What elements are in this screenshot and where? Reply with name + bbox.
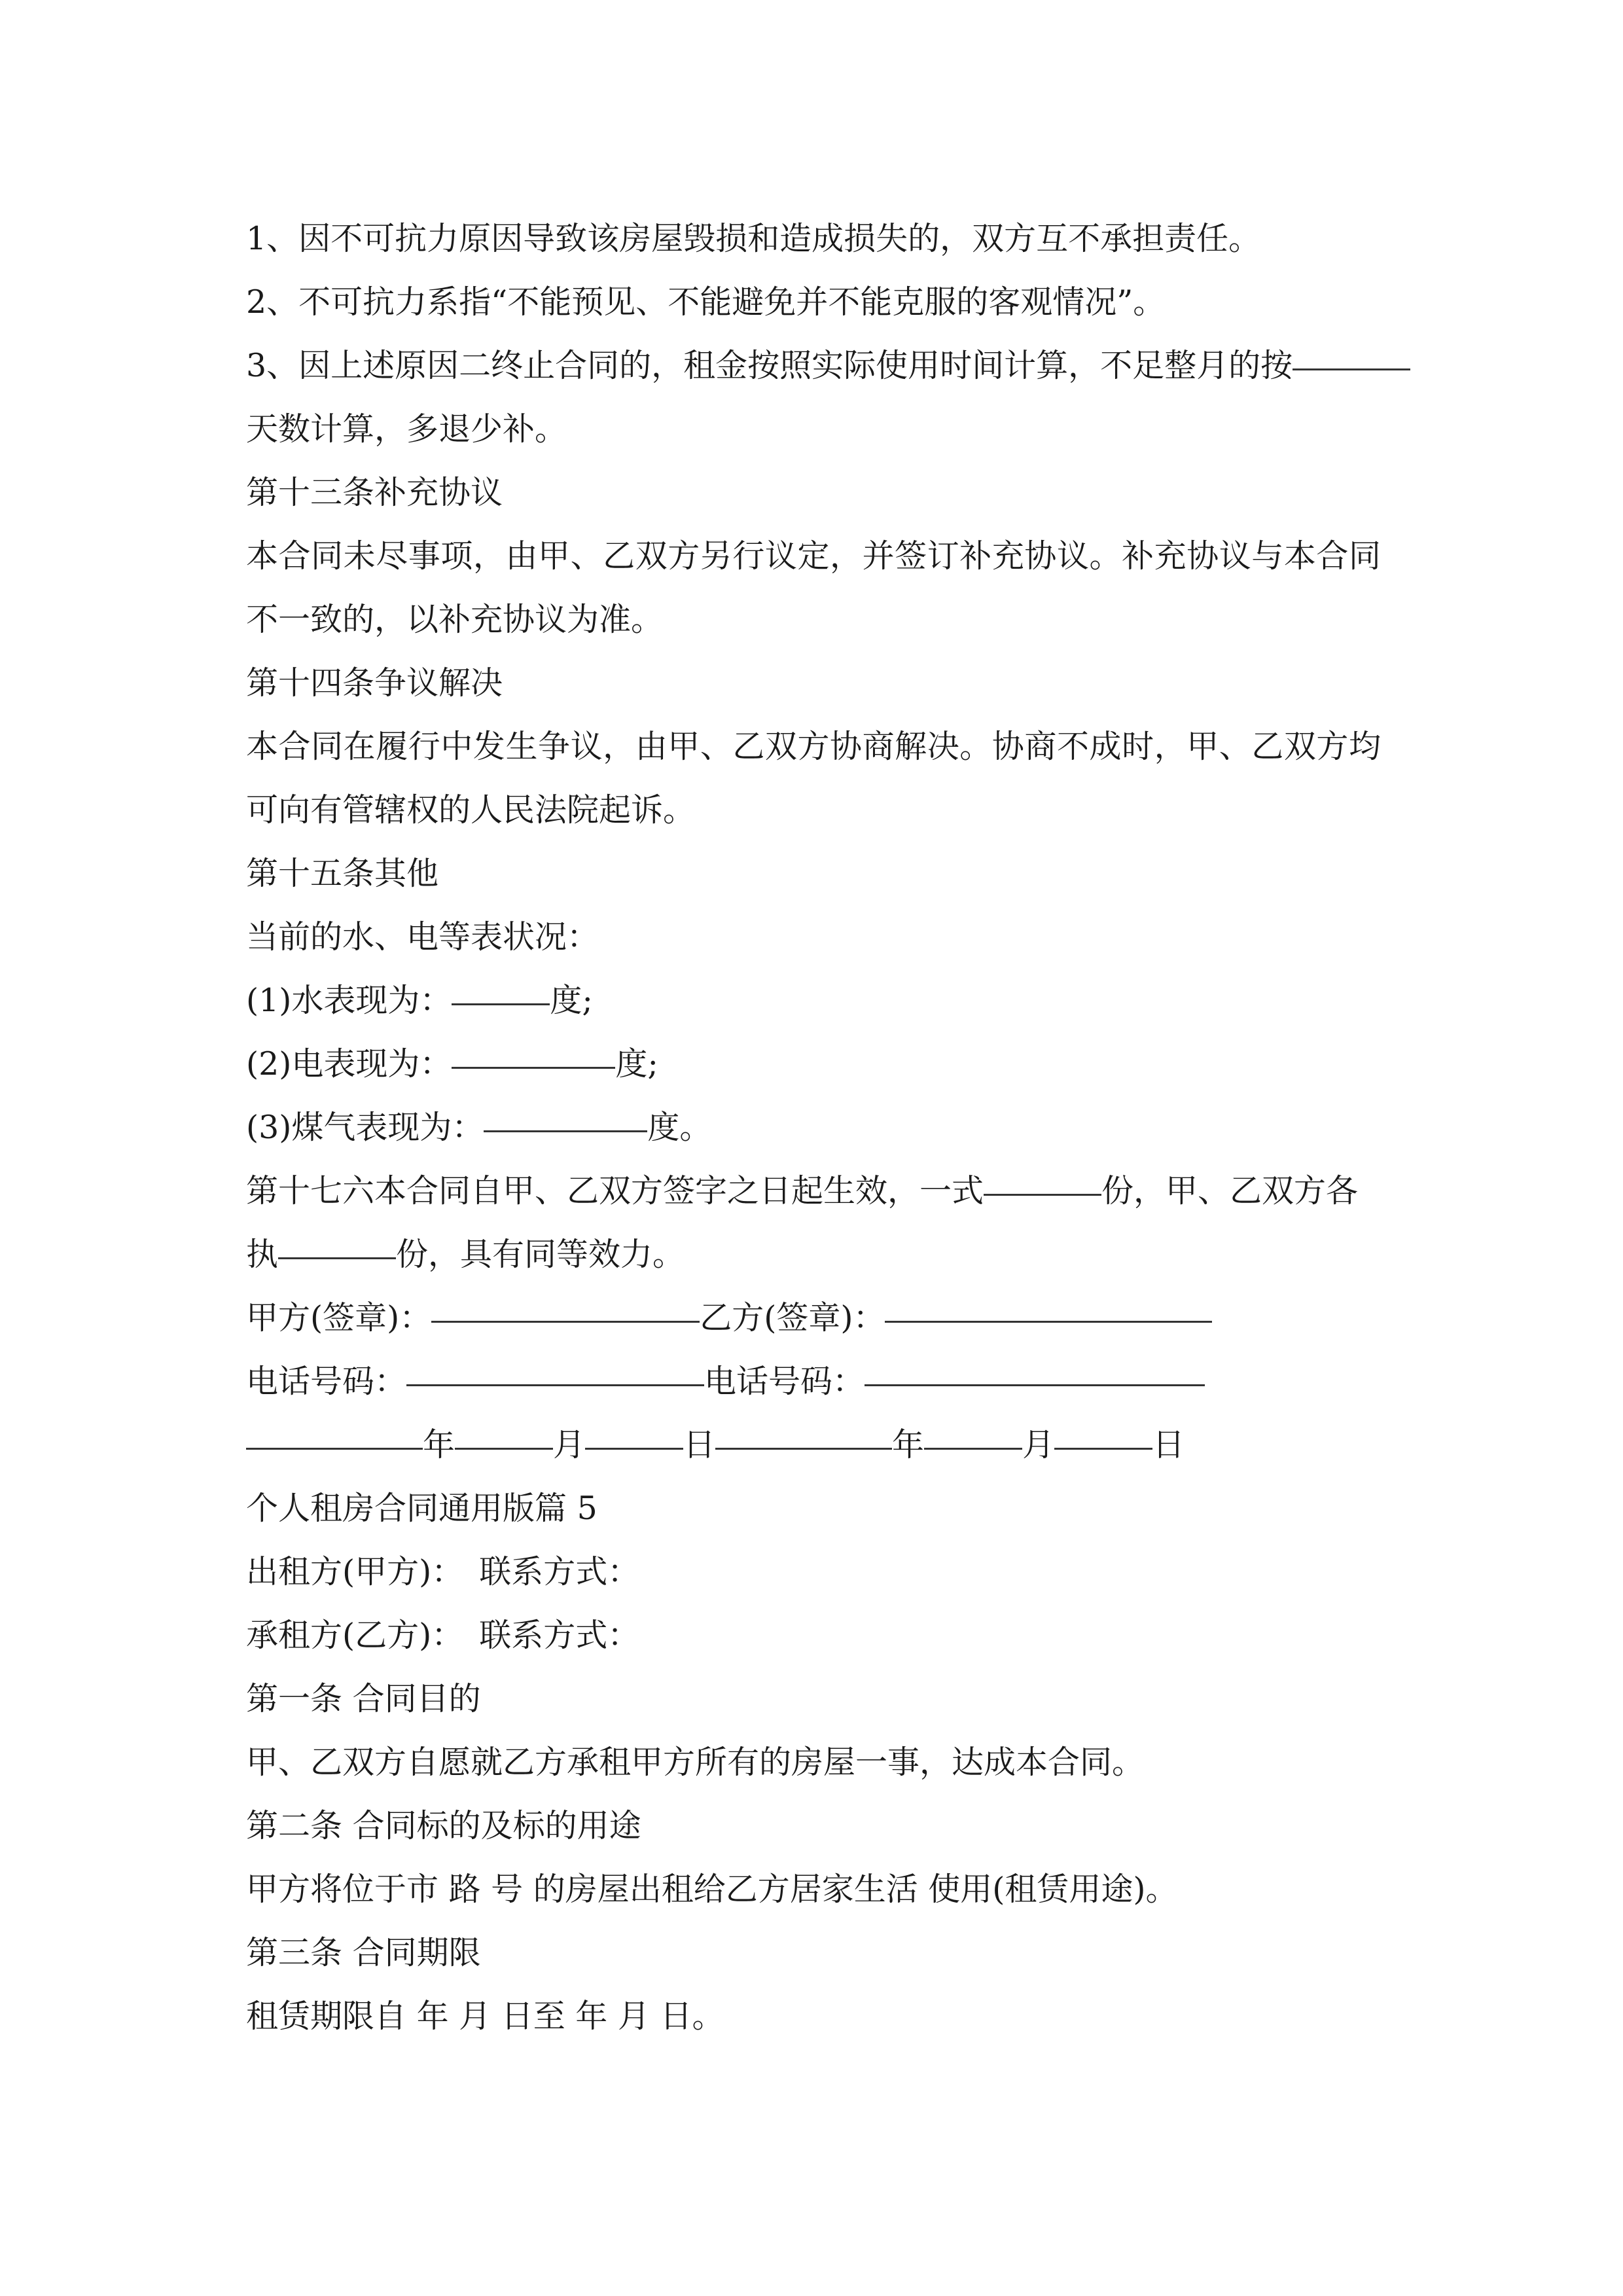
effect-line-2 <box>246 1223 1381 1286</box>
lessee-contact-label: 联系方式： <box>479 1617 640 1654</box>
article-14-title: 第十四条争议解决 <box>246 664 503 702</box>
copies-blank <box>984 1193 1101 1196</box>
article-14-paragraph: 本合同在履行中发生争议，由甲、乙双方协商解决。协商不成时，甲、乙双方均 <box>246 728 1381 765</box>
electric-meter-label: (2)电表现为： <box>246 1045 452 1083</box>
party-b-sign-label: 乙方(签章)： <box>700 1299 885 1336</box>
force-majeure-item-2: 2、不可抗力系指“不能预见、不能避免并不能克服的客观情况”。 <box>246 283 1166 321</box>
water-meter-line <box>246 969 1381 1032</box>
phone-a-blank <box>406 1384 704 1386</box>
day-b-label: 日 <box>1152 1426 1185 1463</box>
each-copies-blank <box>278 1257 396 1259</box>
article-3-title: 第三条 合同期限 <box>246 1934 481 1971</box>
phone-a-label: 电话号码： <box>246 1363 407 1400</box>
date-line <box>246 1413 1381 1477</box>
water-meter-label: (1)水表现为： <box>246 982 452 1019</box>
article-13-title: 第十三条补充协议 <box>246 474 503 511</box>
effect-text-a: 第十七六本合同自甲、乙双方签字之日起生效，一式 <box>246 1172 984 1210</box>
meters-intro: 当前的水、电等表状况： <box>246 918 599 956</box>
article-3-body: 租赁期限自 年 月 日至 年 月 日。 <box>246 1998 724 2035</box>
gas-meter-blank <box>484 1130 647 1132</box>
force-majeure-item-1: 1、因不可抗力原因导致该房屋毁损和造成损失的，双方互不承担责任。 <box>246 220 1261 257</box>
item3-text: 3、因上述原因二终止合同的，租金按照实际使用时间计算，不足整月的按 <box>246 347 1293 384</box>
effect-text-d: 份，具有同等效力。 <box>396 1236 685 1273</box>
year-a-blank <box>246 1447 423 1450</box>
day-a-blank <box>585 1447 683 1450</box>
year-a-label: 年 <box>423 1426 455 1463</box>
electric-meter-unit: 度; <box>615 1045 658 1083</box>
article-1-title: 第一条 合同目的 <box>246 1680 481 1717</box>
contract-5-heading: 个人租房合同通用版篇 5 <box>246 1490 597 1527</box>
gas-meter-unit: 度。 <box>647 1109 712 1146</box>
phone-b-label: 电话号码： <box>704 1363 865 1400</box>
effect-text-c: 执 <box>246 1236 279 1273</box>
lessor-line <box>246 1540 1381 1604</box>
effect-text-b: 份，甲、乙双方各 <box>1101 1172 1359 1210</box>
day-a-label: 日 <box>683 1426 716 1463</box>
force-majeure-item-3 <box>246 334 1381 397</box>
year-b-blank <box>715 1447 892 1450</box>
party-a-sign-label: 甲方(签章)： <box>246 1299 432 1336</box>
gas-meter-label: (3)煤气表现为： <box>246 1109 484 1146</box>
article-2-title: 第二条 合同标的及标的用途 <box>246 1807 641 1844</box>
phone-b-blank <box>865 1384 1205 1386</box>
month-b-blank <box>924 1447 1022 1450</box>
year-b-label: 年 <box>892 1426 925 1463</box>
phone-line <box>246 1350 1381 1413</box>
article-2-body: 甲方将位于市 路 号 的房屋出租给乙方居家生活 使用(租赁用途)。 <box>246 1871 1178 1908</box>
water-meter-unit: 度; <box>550 982 593 1019</box>
month-a-label: 月 <box>553 1426 586 1463</box>
month-a-blank <box>455 1447 553 1450</box>
lessee-line <box>246 1604 1381 1667</box>
electric-meter-blank <box>452 1066 615 1069</box>
lessor-label: 出租方(甲方)： <box>246 1553 464 1590</box>
gas-meter-line <box>246 1096 1381 1159</box>
lessor-contact-label: 联系方式： <box>479 1553 640 1590</box>
contract-text <box>246 207 1381 2048</box>
party-b-sign-blank <box>885 1320 1212 1323</box>
force-majeure-item-3-cont: 天数计算，多退少补。 <box>246 410 567 448</box>
blank-field <box>1293 368 1410 370</box>
day-b-blank <box>1054 1447 1152 1450</box>
signature-line <box>246 1286 1381 1350</box>
month-b-label: 月 <box>1022 1426 1055 1463</box>
article-15-title: 第十五条其他 <box>246 855 439 892</box>
electric-meter-line <box>246 1032 1381 1096</box>
article-13-paragraph: 本合同未尽事项，由甲、乙双方另行议定，并签订补充协议。补充协议与本合同 <box>246 537 1381 575</box>
article-13-paragraph-cont: 不一致的，以补充协议为准。 <box>246 601 664 638</box>
article-1-body: 甲、乙双方自愿就乙方承租甲方所有的房屋一事，达成本合同。 <box>246 1744 1145 1781</box>
lessee-label: 承租方(乙方)： <box>246 1617 464 1654</box>
water-meter-blank <box>452 1003 550 1005</box>
party-a-sign-blank <box>431 1320 700 1323</box>
effect-line-1 <box>246 1159 1381 1223</box>
article-14-paragraph-cont: 可向有管辖权的人民法院起诉。 <box>246 791 696 829</box>
